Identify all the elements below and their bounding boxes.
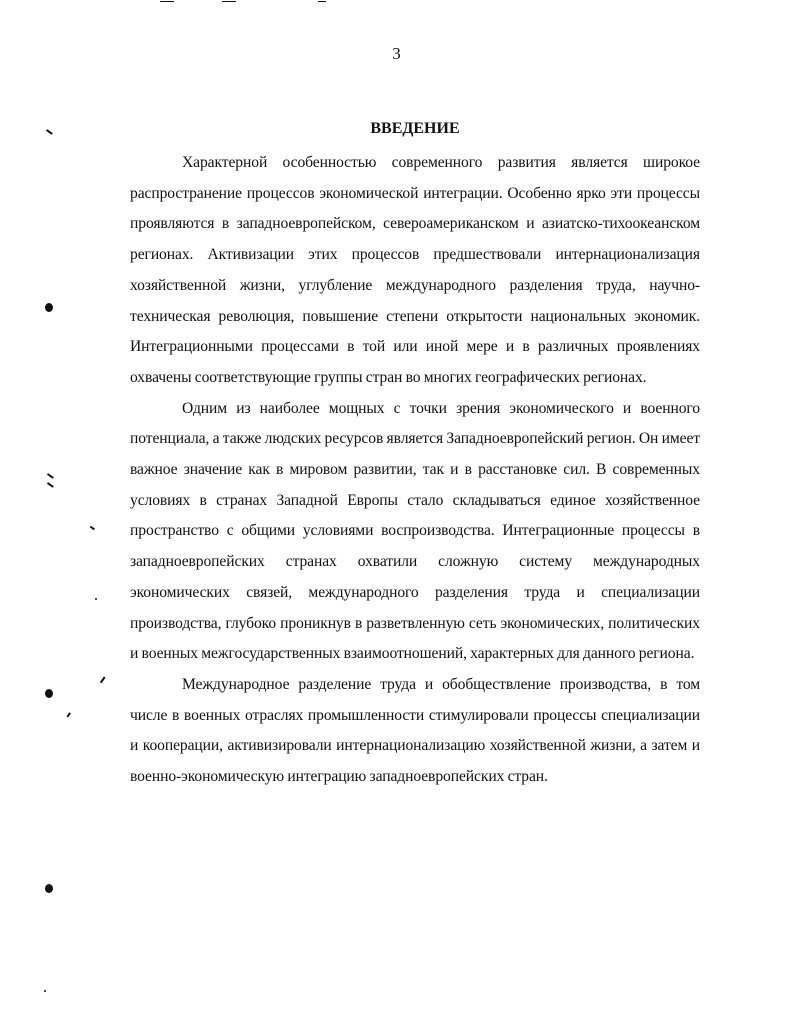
scan-speck-1 [90, 526, 95, 530]
margin-tick-1 [46, 129, 53, 134]
paragraph-3: Международное разделение труда и обобществление производства, в том числе в военных отраслях промышленности стимулировали процессы специализации и кооперации, активизировали интернационализацию хозяйственной жизни, а затем и военно-экономическую интеграцию западноевропейских стран. [130, 675, 700, 786]
scan-speck-3 [100, 676, 105, 683]
binder-hole-2 [45, 689, 53, 698]
paragraph-1: Характерной особенностью современного развития является широкое распространение процессов экономической интеграции. Особенно ярко эти процессы проявляются в западноевропейском, североамериканском и азиатско-тихоокеанском регионах. Активизации этих процессов предшествовали интернационализация хозяйственной жизни, углубление международного разделения труда, научно-техническая революция, повышение степени открытости национальных экономик. Интеграционными процессами в той или иной мере и в различных проявлениях охвачены соответствующие группы стран во многих географических регионах. [130, 154, 700, 386]
paragraph-2: Одним из наиболее мощных с точки зрения экономического и военного потенциала, а также людских ресурсов является Западноевропейский регион. Он имеет важное значение как в мировом развитии, так и в расстановке сил. В современных условиях в странах Западной Европы стало складываться единое хозяйственное пространство с общими условиями воспроизводства. Интеграционные процессы в западноевропейских странах охватили сложную систему международных экономических связей, международного разделения труда и специализации производства, глубоко проникнув в разветвленную сеть экономических, политических и военных межгосударственных взаимоотношений, характерных для данного региона. [130, 399, 700, 663]
page-number: 3 [392, 44, 401, 63]
scan-speck-2 [95, 598, 97, 600]
binder-hole-3 [45, 884, 53, 893]
margin-tick-3 [47, 482, 54, 487]
scan-dash-3 [318, 1, 326, 2]
margin-tick-2 [47, 473, 54, 478]
scan-speck-5 [44, 990, 46, 992]
scan-speck-4 [66, 712, 70, 717]
body-text [130, 148, 700, 793]
section-title: ВВЕДЕНИЕ [370, 120, 460, 137]
binder-hole-1 [45, 303, 53, 312]
scan-dash-2 [222, 1, 236, 2]
scan-dash-1 [160, 1, 174, 2]
